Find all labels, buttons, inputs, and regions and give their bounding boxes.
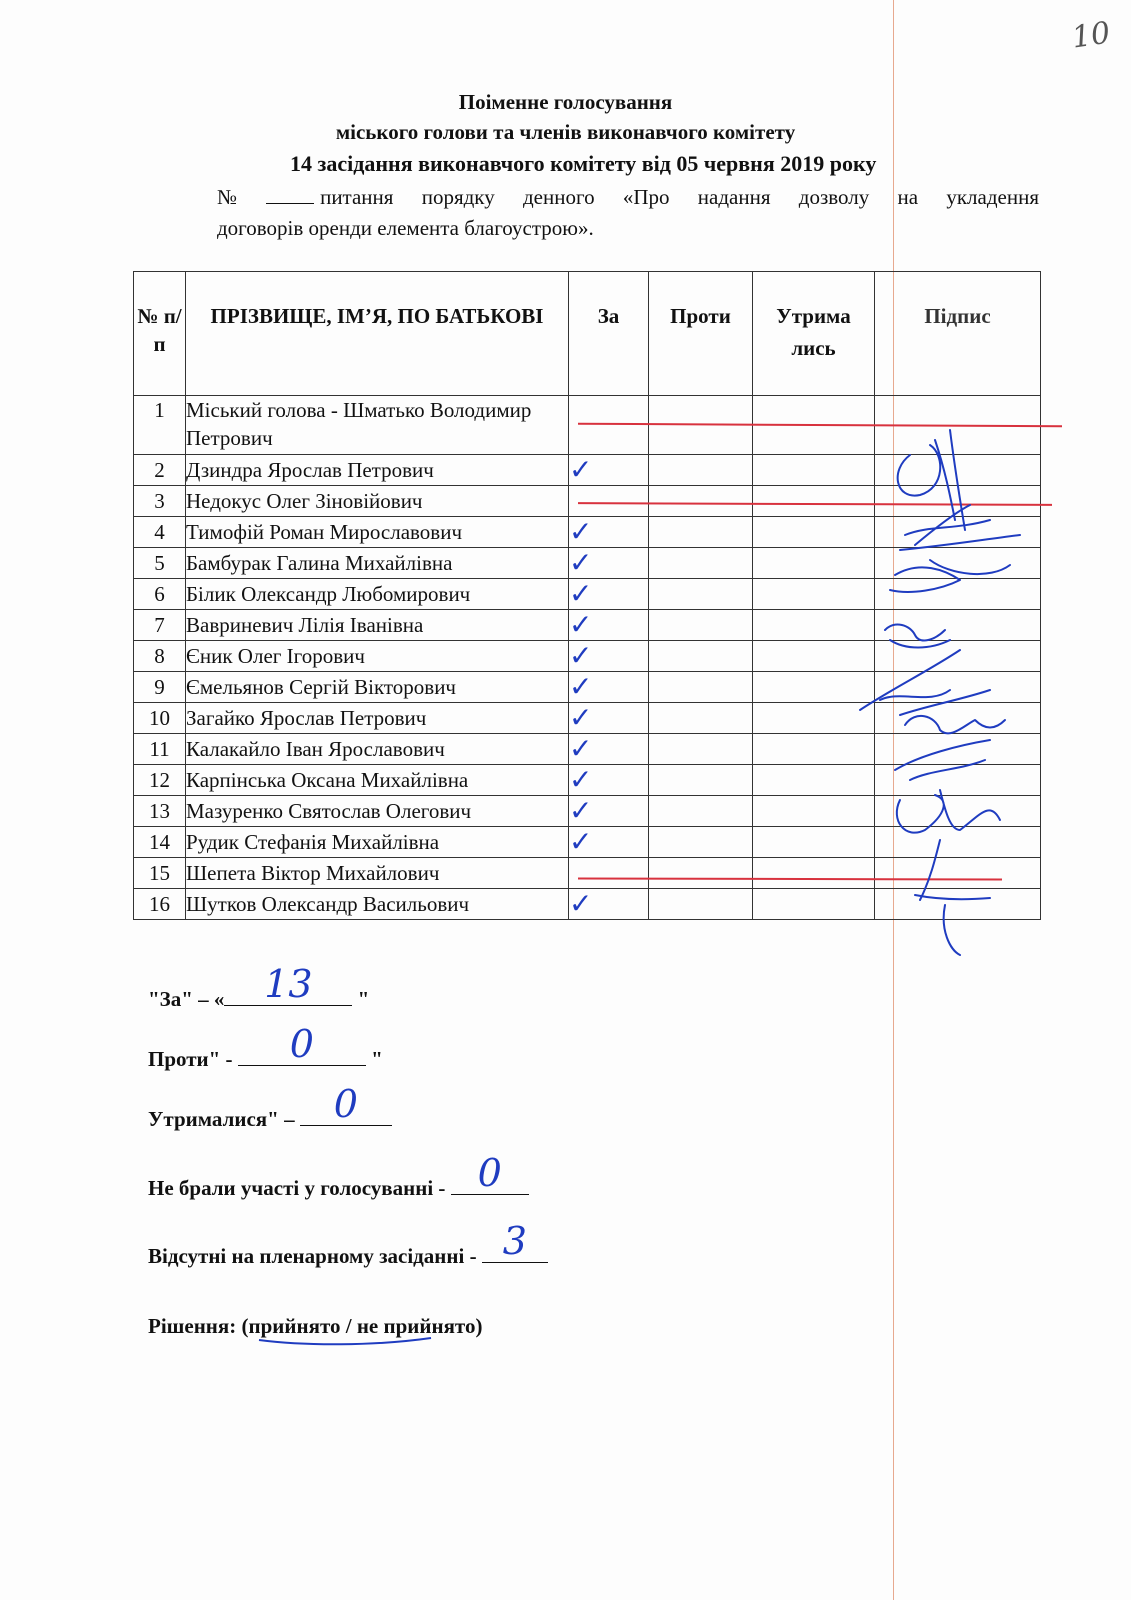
summary-not-voting-label: Не брали участі у голосуванні - — [148, 1176, 451, 1200]
signature-cell — [875, 858, 1041, 889]
signature-cell — [875, 455, 1041, 486]
summary-not-voting-field — [451, 1151, 529, 1195]
member-name: Калакайло Іван Ярославович — [186, 734, 569, 765]
member-name: Недокус Олег Зіновійович — [186, 486, 569, 517]
agenda-title-part2: договорів оренди елемента благоустрою». — [217, 216, 594, 240]
summary-against — [148, 1022, 383, 1072]
member-name: Загайко Ярослав Петрович — [186, 703, 569, 734]
vote-against-cell — [649, 455, 753, 486]
vote-against-cell — [649, 641, 753, 672]
member-name: Вавриневич Лілія Іванівна — [186, 610, 569, 641]
summary-for-label: "За" – « — [148, 987, 225, 1011]
vote-for-cell: ✓ — [569, 517, 649, 548]
vote-abstained-cell — [753, 703, 875, 734]
vote-against-cell — [649, 734, 753, 765]
row-number: 1 — [134, 396, 186, 455]
page-number: 10 — [1069, 15, 1113, 56]
table-row — [134, 579, 1041, 610]
column-header-number: № п/п — [134, 272, 186, 396]
signature-cell — [875, 827, 1041, 858]
member-name: Білик Олександр Любомирович — [186, 579, 569, 610]
row-number: 10 — [134, 703, 186, 734]
agenda-item — [217, 182, 1039, 244]
summary-absent — [148, 1219, 548, 1269]
vote-against-cell — [649, 765, 753, 796]
vote-abstained-cell — [753, 765, 875, 796]
signature-cell — [875, 548, 1041, 579]
summary-for-value: 13 — [264, 962, 313, 1006]
vote-abstained-cell — [753, 672, 875, 703]
roll-call-table — [133, 271, 1041, 920]
vote-abstained-cell — [753, 517, 875, 548]
table-row — [134, 796, 1041, 827]
member-name: Бамбурак Галина Михайлівна — [186, 548, 569, 579]
member-name: Міський голова - Шматько Володимир Петрович — [186, 396, 569, 455]
row-number: 7 — [134, 610, 186, 641]
agenda-line-1 — [217, 182, 1039, 213]
signature-cell — [875, 765, 1041, 796]
table-row — [134, 765, 1041, 796]
vote-against-cell — [649, 703, 753, 734]
table-row — [134, 517, 1041, 548]
signature-cell — [875, 579, 1041, 610]
vote-against-cell — [649, 827, 753, 858]
row-number: 9 — [134, 672, 186, 703]
row-number: 6 — [134, 579, 186, 610]
vote-abstained-cell — [753, 579, 875, 610]
vote-abstained-cell — [753, 486, 875, 517]
column-header-against: Проти — [649, 272, 753, 396]
table-header-row — [134, 272, 1041, 396]
summary-absent-value: 3 — [502, 1219, 527, 1263]
member-name: Шутков Олександр Васильович — [186, 889, 569, 920]
vote-for-cell: ✓ — [569, 672, 649, 703]
row-number: 14 — [134, 827, 186, 858]
summary-for — [148, 962, 370, 1012]
signature-cell — [875, 889, 1041, 920]
summary-abstained-label: Утрималися" – — [148, 1107, 300, 1131]
vote-for-cell: ✓ — [569, 827, 649, 858]
agenda-title-part1: питання порядку денного «Про надання дозволу на укладення — [320, 185, 1039, 209]
vote-for-cell — [569, 858, 649, 889]
summary-against-end: " — [365, 1047, 383, 1071]
vote-against-cell — [649, 858, 753, 889]
table-row — [134, 610, 1041, 641]
vote-abstained-cell — [753, 734, 875, 765]
vote-against-cell — [649, 889, 753, 920]
vote-abstained-cell — [753, 796, 875, 827]
summary-for-field — [224, 962, 352, 1006]
member-name: Карпінська Оксана Михайлівна — [186, 765, 569, 796]
row-number: 13 — [134, 796, 186, 827]
signature-cell — [875, 703, 1041, 734]
column-header-name: ПРІЗВИЩЕ, ІМ’Я, ПО БАТЬКОВІ — [186, 272, 569, 396]
vote-abstained-cell — [753, 889, 875, 920]
vote-abstained-cell — [753, 858, 875, 889]
vote-for-cell: ✓ — [569, 610, 649, 641]
row-number: 2 — [134, 455, 186, 486]
vote-for-cell: ✓ — [569, 455, 649, 486]
vote-for-cell: ✓ — [569, 765, 649, 796]
vote-for-cell: ✓ — [569, 548, 649, 579]
member-name: Ємельянов Сергій Вікторович — [186, 672, 569, 703]
member-name: Мазуренко Святослав Олегович — [186, 796, 569, 827]
vote-for-cell: ✓ — [569, 889, 649, 920]
table-row — [134, 734, 1041, 765]
row-number: 8 — [134, 641, 186, 672]
vote-abstained-cell — [753, 641, 875, 672]
vote-for-cell — [569, 486, 649, 517]
vote-for-cell: ✓ — [569, 579, 649, 610]
row-number: 3 — [134, 486, 186, 517]
vote-against-cell — [649, 672, 753, 703]
signature-cell — [875, 517, 1041, 548]
vote-for-cell: ✓ — [569, 796, 649, 827]
table-row — [134, 455, 1041, 486]
vote-against-cell — [649, 486, 753, 517]
vote-for-cell: ✓ — [569, 734, 649, 765]
signature-cell — [875, 796, 1041, 827]
signature-cell — [875, 486, 1041, 517]
vote-for-cell: ✓ — [569, 641, 649, 672]
summary-absent-label: Відсутні на пленарному засіданні - — [148, 1244, 482, 1268]
row-number: 11 — [134, 734, 186, 765]
vote-abstained-cell — [753, 548, 875, 579]
summary-against-field — [238, 1022, 366, 1066]
row-number: 4 — [134, 517, 186, 548]
summary-not-voting — [148, 1151, 529, 1201]
agenda-number-blank — [266, 187, 314, 204]
vote-abstained-cell — [753, 455, 875, 486]
row-number: 12 — [134, 765, 186, 796]
summary-against-label: Проти" - — [148, 1047, 238, 1071]
decision-label: Рішення: — [148, 1314, 242, 1338]
summary-absent-field — [482, 1219, 548, 1263]
table-row — [134, 548, 1041, 579]
table-row — [134, 703, 1041, 734]
document-subtitle: міського голови та членів виконавчого комітету — [335, 120, 796, 144]
summary-abstained-value: 0 — [333, 1082, 358, 1126]
vote-abstained-cell — [753, 610, 875, 641]
vote-against-cell — [649, 610, 753, 641]
table-row — [134, 827, 1041, 858]
vote-abstained-cell — [753, 827, 875, 858]
document-title: Поіменне голосування — [458, 90, 673, 114]
column-header-signature: Підпис — [875, 272, 1041, 396]
vote-against-cell — [649, 579, 753, 610]
column-header-for: За — [569, 272, 649, 396]
meeting-date-line: 14 засідання виконавчого комітету від 05 червня 2019 року — [290, 151, 877, 176]
table-row — [134, 672, 1041, 703]
member-name: Єник Олег Ігорович — [186, 641, 569, 672]
decision-underline — [255, 1330, 435, 1350]
decision-options: (прийнято / не прийнято) — [241, 1314, 483, 1338]
table-row — [134, 858, 1041, 889]
vote-against-cell — [649, 548, 753, 579]
signature-cell — [875, 734, 1041, 765]
summary-abstained-field — [300, 1082, 392, 1126]
signature-cell — [875, 610, 1041, 641]
column-header-abstained: Утрима лись — [753, 272, 875, 396]
summary-against-value: 0 — [289, 1022, 314, 1066]
row-number: 15 — [134, 858, 186, 889]
member-name: Дзиндра Ярослав Петрович — [186, 455, 569, 486]
table-row — [134, 641, 1041, 672]
summary-abstained — [148, 1082, 392, 1132]
agenda-number-sign: № — [217, 185, 261, 209]
row-number: 5 — [134, 548, 186, 579]
member-name: Рудик Стефанія Михайлівна — [186, 827, 569, 858]
summary-not-voting-value: 0 — [477, 1151, 502, 1195]
signature-cell — [875, 641, 1041, 672]
summary-for-end: " — [352, 987, 370, 1011]
vote-against-cell — [649, 796, 753, 827]
row-number: 16 — [134, 889, 186, 920]
table-row — [134, 486, 1041, 517]
signature-cell — [875, 672, 1041, 703]
vote-against-cell — [649, 517, 753, 548]
table-row — [134, 889, 1041, 920]
member-name: Тимофій Роман Мирославович — [186, 517, 569, 548]
member-name: Шепета Віктор Михайлович — [186, 858, 569, 889]
vote-for-cell: ✓ — [569, 703, 649, 734]
